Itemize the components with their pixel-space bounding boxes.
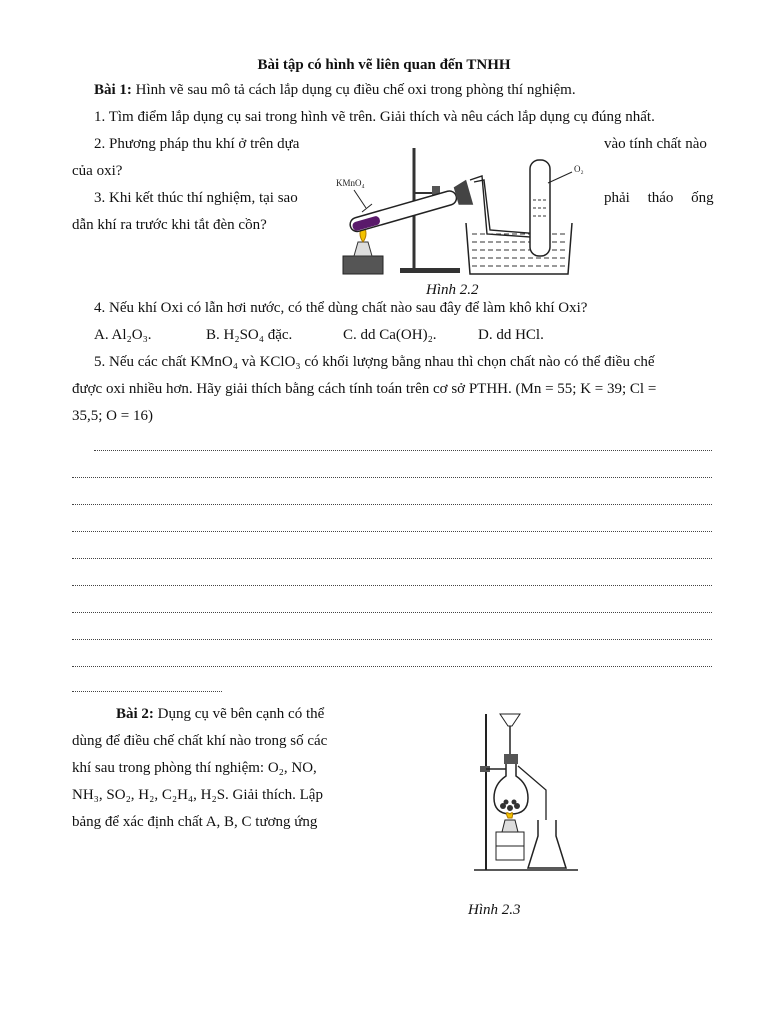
conical-flask — [528, 820, 566, 868]
page-title: Bài tập có hình vẽ liên quan đến TNHH — [257, 57, 511, 73]
bai2-label: Bài 2: — [116, 706, 154, 722]
answer-line[interactable] — [94, 449, 712, 451]
bai1-label: Bài 1: — [94, 82, 132, 98]
bai1-q4: 4. Nếu khí Oxi có lẫn hơi nước, có thể dùng chất nào sau đây để làm khô khí Oxi? — [94, 300, 588, 316]
bai1-q3-right: phải tháo ống — [604, 190, 714, 206]
figure-2-3-caption: Hình 2.3 — [468, 902, 521, 918]
answer-line[interactable] — [72, 690, 222, 692]
answer-line[interactable] — [72, 503, 712, 505]
bai2-line5: bảng để xác định chất A, B, C tương ứng — [72, 814, 318, 830]
answer-line[interactable] — [72, 584, 712, 586]
lamp-stand — [496, 832, 524, 846]
option-d: D. dd HCl. — [478, 327, 544, 343]
bai1-q2-left: 2. Phương pháp thu khí ở trên dựa — [94, 136, 300, 152]
o2-arrow — [548, 172, 572, 183]
figure-2-3 — [470, 710, 580, 878]
bai1-q2-right: vào tính chất nào — [604, 136, 707, 152]
bai1-q3-left: 3. Khi kết thúc thí nghiệm, tại sao — [94, 190, 298, 206]
bai1-q5-line1: 5. Nếu các chất KMnO₄ và KClO₃ có khối lượng bằng nhau thì chọn chất nào có thể điều chế — [94, 354, 655, 370]
answer-line[interactable] — [72, 611, 712, 613]
lamp-stand — [343, 256, 383, 274]
kmno4-label: KMnO₄ — [336, 178, 365, 188]
answer-line[interactable] — [72, 530, 712, 532]
bai2-line2: dùng để điều chế chất khí nào trong số các — [72, 733, 328, 749]
figure-2-2 — [332, 138, 602, 280]
bai1-q5-line3: 35,5; O = 16) — [72, 408, 153, 424]
o2-label: O₂ — [574, 164, 584, 174]
answer-line[interactable] — [72, 476, 712, 478]
bai1-q1: 1. Tìm điểm lắp dụng cụ sai trong hình vẽ trên. Giải thích và nêu cách lắp dụng cụ đúng nhất. — [94, 109, 655, 125]
bai1-intro — [94, 82, 576, 99]
option-a: A. Al₂O₃. — [94, 327, 152, 343]
option-b: B. H₂SO₄ đặc. — [206, 327, 293, 343]
bai2-line1: Bài 2: Dụng cụ vẽ bên cạnh có thể — [116, 706, 325, 722]
option-c: C. dd Ca(OH)₂. — [343, 327, 437, 343]
bai1-q5-line2: được oxi nhiều hơn. Hãy giải thích bằng cách tính toán trên cơ sở PTHH. (Mn = 55; K = 39; Cl = — [72, 381, 657, 397]
stand-base — [400, 268, 460, 273]
stopper — [453, 180, 474, 209]
alcohol-lamp — [502, 820, 518, 832]
answer-line[interactable] — [72, 638, 712, 640]
answer-line[interactable] — [72, 665, 712, 667]
flame — [506, 813, 512, 818]
bai2-line3: khí sau trong phòng thí nghiệm: O₂, NO, — [72, 760, 317, 776]
alcohol-lamp — [354, 242, 372, 256]
answer-line[interactable] — [72, 557, 712, 559]
funnel — [500, 714, 520, 726]
bai1-q3-cont: dẫn khí ra trước khi tắt đèn cồn? — [72, 217, 267, 233]
bai2-line4: NH₃, SO₂, H₂, C₂H₄, H₂S. Giải thích. Lập — [72, 787, 323, 803]
bai1-intro-text: Hình vẽ sau mô tả cách lắp dụng cụ điều chế oxi trong phòng thí nghiệm. — [131, 82, 576, 98]
bai1-q2-cont: của oxi? — [72, 163, 123, 179]
figure-2-2-caption: Hình 2.2 — [426, 282, 479, 298]
stopper — [504, 754, 518, 764]
